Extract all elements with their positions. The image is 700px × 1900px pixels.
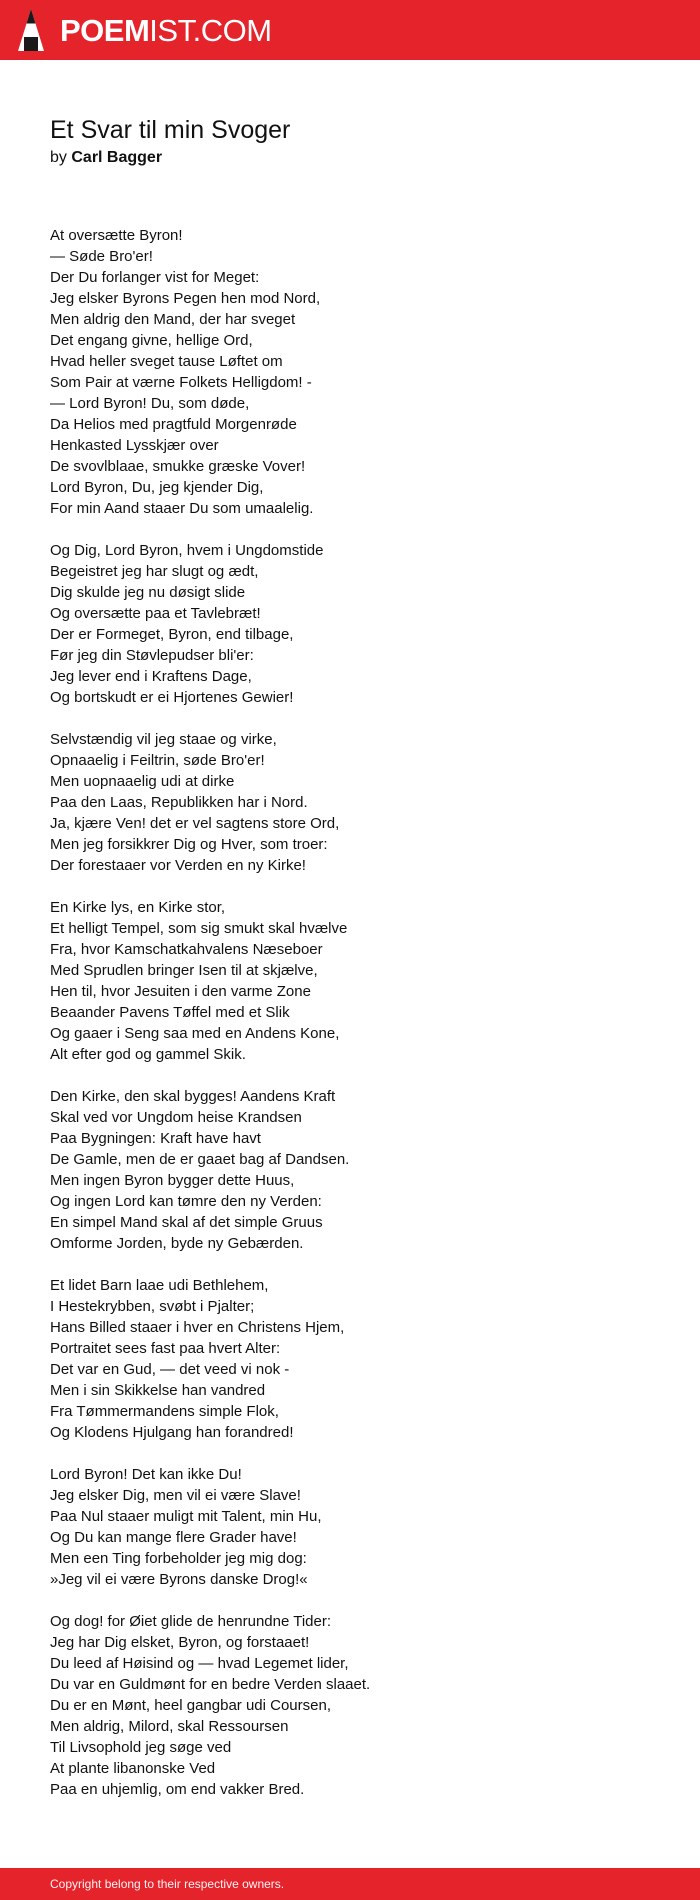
poem-stanza <box>50 1464 660 1590</box>
poem-line: Lord Byron! Det kan ikke Du! <box>50 1466 242 1483</box>
poem-line: Hans Billed staaer i hver en Christens Hjem, <box>50 1319 345 1336</box>
poem-line: Det engang givne, hellige Ord, <box>50 332 253 349</box>
poem-line: De svovlblaae, smukke græske Vover! <box>50 458 306 475</box>
poem-line: Jeg elsker Dig, men vil ei være Slave! <box>50 1487 301 1504</box>
poem-line: Og Dig, Lord Byron, hvem i Ungdomstide <box>50 542 324 559</box>
poem-line: Men uopnaaelig udi at dirke <box>50 773 235 790</box>
poem-line: Dig skulde jeg nu døsigt slide <box>50 584 246 601</box>
poem-line: Men aldrig, Milord, skal Ressoursen <box>50 1718 289 1735</box>
poem-line: Men ingen Byron bygger dette Huus, <box>50 1172 295 1189</box>
poem-line: Og ingen Lord kan tømre den ny Verden: <box>50 1193 322 1210</box>
poem-stanza <box>50 1611 660 1800</box>
poem-line: Jeg lever end i Kraftens Dage, <box>50 668 252 685</box>
poem-line: Til Livsophold jeg søge ved <box>50 1739 232 1756</box>
poem-line: — Søde Bro'er! <box>50 248 153 265</box>
poem-line: Hvad heller sveget tause Løftet om <box>50 353 283 370</box>
logo-bold-part: POEM <box>60 12 150 48</box>
poem-line: Før jeg din Støvlepudser bli'er: <box>50 647 254 664</box>
poem-line: En Kirke lys, en Kirke stor, <box>50 899 226 916</box>
copyright-notice: Copyright belong to their respective owners. <box>50 1877 285 1891</box>
poem-line: Men aldrig den Mand, der har sveget <box>50 311 296 328</box>
poem-line: For min Aand staaer Du som umaalelig. <box>50 500 314 517</box>
poem-line: Du var en Guldmønt for en bedre Verden slaaet. <box>50 1676 371 1693</box>
poem-stanza <box>50 1086 660 1254</box>
poem-line: Et lidet Barn laae udi Bethlehem, <box>50 1277 269 1294</box>
poem-line: Paa en uhjemlig, om end vakker Bred. <box>50 1781 305 1798</box>
poem-line: Men i sin Skikkelse han vandred <box>50 1382 266 1399</box>
poem-line: Der er Formeget, Byron, end tilbage, <box>50 626 294 643</box>
poem-title: Et Svar til min Svoger <box>50 116 291 144</box>
poem-line: Og gaaer i Seng saa med en Andens Kone, <box>50 1025 340 1042</box>
poem-line: Og oversætte paa et Tavlebræt! <box>50 605 261 622</box>
poem-line: Skal ved vor Ungdom heise Krandsen <box>50 1109 302 1126</box>
poem-line: Alt efter god og gammel Skik. <box>50 1046 246 1063</box>
pencil-tip-icon <box>18 9 44 51</box>
poem-line: »Jeg vil ei være Byrons danske Drog!« <box>50 1571 308 1588</box>
poem-stanza <box>50 729 660 876</box>
poem-line: En simpel Mand skal af det simple Gruus <box>50 1214 323 1231</box>
poem-line: De Gamle, men de er gaaet bag af Dandsen. <box>50 1151 350 1168</box>
poem-line: Jeg har Dig elsket, Byron, og forstaaet! <box>50 1634 310 1651</box>
poem-line: Med Sprudlen bringer Isen til at skjælve, <box>50 962 318 979</box>
poem-line: Begeistret jeg har slugt og ædt, <box>50 563 259 580</box>
poem-line: Fra, hvor Kamschatkahvalens Næseboer <box>50 941 323 958</box>
poem-line: Paa Bygningen: Kraft have havt <box>50 1130 261 1147</box>
poem-line: Som Pair at værne Folkets Helligdom! - <box>50 374 312 391</box>
byline-label: by <box>50 149 67 166</box>
poem-line: Du leed af Høisind og — hvad Legemet lider, <box>50 1655 349 1672</box>
site-footer <box>0 1868 700 1900</box>
poem-line: Der Du forlanger vist for Meget: <box>50 269 260 286</box>
poem-line: Og dog! for Øiet glide de henrundne Tider: <box>50 1613 332 1630</box>
poem-line: Og Du kan mange flere Grader have! <box>50 1529 297 1546</box>
poem-line: Paa den Laas, Republikken har i Nord. <box>50 794 308 811</box>
site-logo-text <box>60 12 272 48</box>
poem-line: At oversætte Byron! <box>50 227 183 244</box>
poem-line: Selvstændig vil jeg staae og virke, <box>50 731 277 748</box>
poem-line: Da Helios med pragtfuld Morgenrøde <box>50 416 297 433</box>
poem-line: Opnaaelig i Feiltrin, søde Bro'er! <box>50 752 265 769</box>
poem-line: Men een Ting forbeholder jeg mig dog: <box>50 1550 307 1567</box>
logo-light-part: IST.COM <box>149 12 272 48</box>
poem-line: Beaander Pavens Tøffel med et Slik <box>50 1004 290 1021</box>
site-logo-link[interactable] <box>18 9 272 51</box>
poem-line: Der forestaaer vor Verden en ny Kirke! <box>50 857 306 874</box>
poem-stanza <box>50 897 660 1065</box>
poem-stanza <box>50 1275 660 1443</box>
poem-line: Omforme Jorden, byde ny Gebærden. <box>50 1235 304 1252</box>
poem-author: Carl Bagger <box>71 149 163 166</box>
poem-line: Henkasted Lysskjær over <box>50 437 219 454</box>
poem-stanza <box>50 225 660 519</box>
poem-line: Jeg elsker Byrons Pegen hen mod Nord, <box>50 290 321 307</box>
poem-line: Og Klodens Hjulgang han forandred! <box>50 1424 294 1441</box>
poem-line: Den Kirke, den skal bygges! Aandens Kraft <box>50 1088 336 1105</box>
poem-line: Portraitet sees fast paa hvert Alter: <box>50 1340 281 1357</box>
poem-byline <box>50 147 660 169</box>
poem-line: Du er en Mønt, heel gangbar udi Coursen, <box>50 1697 331 1714</box>
poem-line: Paa Nul staaer muligt mit Talent, min Hu, <box>50 1508 322 1525</box>
poem-line: Hen til, hvor Jesuiten i den varme Zone <box>50 983 311 1000</box>
poem-line: Det var en Gud, — det veed vi nok - <box>50 1361 290 1378</box>
poem-line: Lord Byron, Du, jeg kjender Dig, <box>50 479 264 496</box>
site-header <box>0 0 700 60</box>
poem-stanza <box>50 540 660 708</box>
poem-line: Et helligt Tempel, som sig smukt skal hvælve <box>50 920 348 937</box>
poem-content <box>50 113 660 1821</box>
poem-line: At plante libanonske Ved <box>50 1760 216 1777</box>
poem-line: Og bortskudt er ei Hjortenes Gewier! <box>50 689 294 706</box>
poem-line: — Lord Byron! Du, som døde, <box>50 395 250 412</box>
poem-line: Fra Tømmermandens simple Flok, <box>50 1403 279 1420</box>
poem-line: Ja, kjære Ven! det er vel sagtens store Ord, <box>50 815 340 832</box>
poem-body <box>50 225 660 1800</box>
poem-line: Men jeg forsikkrer Dig og Hver, som troer: <box>50 836 328 853</box>
poem-line: I Hestekrybben, svøbt i Pjalter; <box>50 1298 255 1315</box>
